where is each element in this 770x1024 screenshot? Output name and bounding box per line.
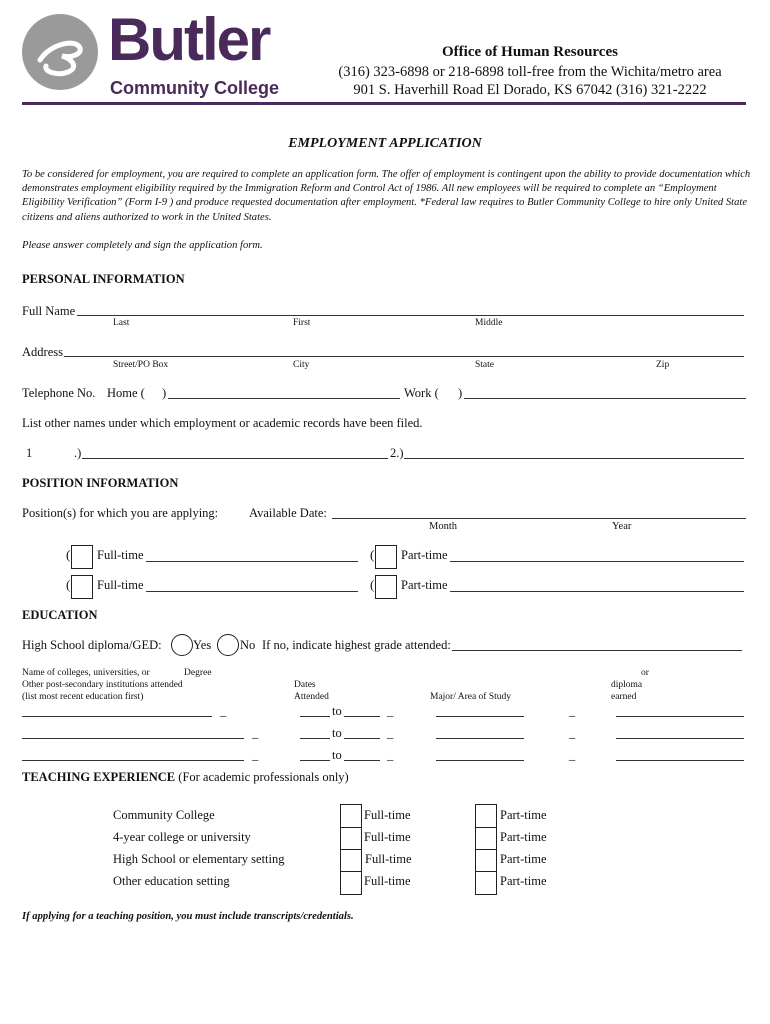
part-time-label-2: Part-time: [401, 578, 448, 592]
or-header: or: [641, 668, 649, 678]
logo-circle: [22, 14, 98, 90]
other-name-2-field[interactable]: [404, 458, 744, 459]
diploma-field[interactable]: [616, 716, 744, 717]
dates-header: Dates: [294, 680, 316, 690]
teaching-full-time-checkbox[interactable]: [340, 827, 362, 851]
personal-heading: PERSONAL INFORMATION: [22, 272, 185, 286]
full-name-field[interactable]: [77, 315, 744, 316]
full-time-label-1: Full-time: [97, 548, 144, 562]
teaching-part-time-checkbox[interactable]: [475, 849, 497, 873]
date-to-field[interactable]: [344, 738, 380, 739]
major-field[interactable]: [436, 760, 524, 761]
no-radio[interactable]: [217, 634, 239, 656]
highest-grade-field[interactable]: [452, 650, 742, 651]
logo-subtitle: Community College: [110, 78, 280, 98]
no-label: No: [240, 638, 256, 652]
other-names-label: List other names under which employment or academic records have been filed.: [22, 416, 423, 430]
attended-header: Attended: [294, 692, 329, 702]
city-label: City: [293, 360, 310, 370]
teaching-full-time-checkbox[interactable]: [340, 871, 362, 895]
home-close: ): [162, 386, 167, 400]
other-name-1-field[interactable]: [82, 458, 388, 459]
col-names-header-1: Name of colleges, universities, or: [22, 668, 150, 678]
first-label: First: [293, 318, 311, 328]
telephone-label: Telephone No.: [22, 386, 96, 400]
address-field[interactable]: [64, 356, 744, 357]
logo-name: Butler: [108, 6, 270, 73]
col-names-header-2: Other post-secondary institutions attended: [22, 680, 183, 690]
last-label: Last: [113, 318, 130, 328]
to-label: to: [332, 726, 342, 740]
middle-label: Middle: [475, 318, 503, 328]
other-name-2-label: 2.): [390, 446, 404, 460]
col-names-header-3: (list most recent education first): [22, 692, 144, 702]
paren: (: [66, 547, 71, 562]
month-label: Month: [429, 521, 458, 532]
teaching-full-time-label: Full-time: [364, 830, 411, 844]
major-header: Major/ Area of Study: [430, 692, 512, 702]
full-time-checkbox-2[interactable]: [71, 575, 93, 599]
logo-swoosh-icon: [22, 14, 98, 90]
to-label: to: [332, 704, 342, 718]
date-from-field[interactable]: [300, 760, 330, 761]
instruction-text: Please answer completely and sign the application form.: [22, 240, 263, 251]
footer-note: If applying for a teaching position, you must include transcripts/credentials.: [22, 911, 354, 922]
teaching-part-time-checkbox[interactable]: [475, 827, 497, 851]
teaching-part-time-label: Part-time: [500, 830, 547, 844]
diploma-header: diploma: [611, 680, 643, 690]
full-time-field-1[interactable]: [146, 561, 358, 562]
work-close: ): [458, 386, 463, 400]
paren: (: [370, 577, 375, 592]
teaching-heading: TEACHING EXPERIENCE: [22, 770, 176, 784]
teaching-heading-line: [22, 770, 349, 785]
full-time-label-2: Full-time: [97, 578, 144, 592]
dash: _: [252, 748, 259, 762]
dash: _: [387, 726, 394, 740]
date-to-field[interactable]: [344, 716, 380, 717]
date-to-field[interactable]: [344, 760, 380, 761]
home-label: Home (: [107, 386, 145, 400]
home-phone-field[interactable]: [168, 398, 400, 399]
teaching-setting-label: Other education setting: [113, 874, 230, 888]
teaching-note: (For academic professionals only): [175, 770, 349, 784]
work-phone-field[interactable]: [464, 398, 746, 399]
positions-label: Position(s) for which you are applying:: [22, 506, 219, 520]
institution-field[interactable]: [22, 738, 244, 739]
teaching-full-time-label: Full-time: [364, 874, 411, 888]
teaching-part-time-label: Part-time: [500, 874, 547, 888]
office-phone: (316) 323-6898 or 218-6898 toll-free from the Wichita/metro area: [338, 64, 722, 80]
available-date-field[interactable]: [332, 518, 746, 519]
dash: _: [569, 748, 576, 762]
teaching-setting-label: Community College: [113, 808, 215, 822]
paren: (: [370, 547, 375, 562]
header-rule: [22, 102, 746, 105]
institution-field[interactable]: [22, 716, 212, 717]
full-name-label: Full Name: [22, 304, 76, 318]
yes-label: Yes: [193, 638, 212, 652]
part-time-checkbox-2[interactable]: [375, 575, 397, 599]
part-time-field-2[interactable]: [450, 591, 744, 592]
diploma-field[interactable]: [616, 760, 744, 761]
teaching-part-time-checkbox[interactable]: [475, 804, 497, 828]
paren: (: [66, 577, 71, 592]
if-no-label: If no, indicate highest grade attended:: [262, 638, 451, 652]
teaching-full-time-label: Full-time: [365, 852, 412, 866]
address-label: Address: [22, 345, 63, 359]
dash: _: [569, 704, 576, 718]
dash: _: [569, 726, 576, 740]
part-time-field-1[interactable]: [450, 561, 744, 562]
other-name-1-label: 1: [26, 446, 33, 460]
position-heading: POSITION INFORMATION: [22, 476, 179, 490]
earned-header: earned: [611, 692, 637, 702]
state-label: State: [475, 360, 494, 370]
teaching-setting-label: High School or elementary setting: [113, 852, 285, 866]
teaching-setting-label: 4-year college or university: [113, 830, 251, 844]
to-label: to: [332, 748, 342, 762]
degree-header: Degree: [184, 668, 212, 678]
year-label: Year: [612, 521, 632, 532]
other-name-1-label-b: .): [74, 446, 82, 460]
teaching-part-time-checkbox[interactable]: [475, 871, 497, 895]
dash: _: [387, 704, 394, 718]
major-field[interactable]: [436, 738, 524, 739]
office-address: 901 S. Haverhill Road El Dorado, KS 67042 (316) 321-2222: [353, 82, 707, 98]
part-time-label-1: Part-time: [401, 548, 448, 562]
teaching-part-time-label: Part-time: [500, 852, 547, 866]
full-time-checkbox-1[interactable]: [71, 545, 93, 569]
form-title: EMPLOYMENT APPLICATION: [288, 136, 482, 151]
intro-paragraph: To be considered for employment, you are required to complete an application form. The offer of employment is contingent upon the ability to provide documentation which demonstrates employment eligibility required by the Immigration Reform and Control Act of 1986. All new employees will be required to complete an “Employment Eligibility Verification” (Form I-9 ) and produce requested documentation after employment. *Federal law requires to Butler Community College to hire only United State citizens and aliens authorized to work in the United States.: [22, 169, 751, 223]
institution-field[interactable]: [22, 760, 244, 761]
dash: _: [252, 726, 259, 740]
office-title: Office of Human Resources: [442, 44, 618, 60]
diploma-field[interactable]: [616, 738, 744, 739]
teaching-full-time-checkbox[interactable]: [340, 849, 362, 873]
college-logo: [22, 6, 302, 104]
part-time-checkbox-1[interactable]: [375, 545, 397, 569]
teaching-part-time-label: Part-time: [500, 808, 547, 822]
teaching-full-time-checkbox[interactable]: [340, 804, 362, 828]
date-from-field[interactable]: [300, 738, 330, 739]
date-from-field[interactable]: [300, 716, 330, 717]
work-label: Work (: [404, 386, 439, 400]
dash: _: [220, 704, 227, 718]
hs-diploma-label: High School diploma/GED:: [22, 638, 162, 652]
full-time-field-2[interactable]: [146, 591, 358, 592]
street-label: Street/PO Box: [113, 360, 169, 370]
zip-label: Zip: [656, 360, 670, 370]
yes-radio[interactable]: [171, 634, 193, 656]
major-field[interactable]: [436, 716, 524, 717]
available-date-label: Available Date:: [249, 506, 327, 520]
dash: _: [387, 748, 394, 762]
education-heading: EDUCATION: [22, 608, 98, 622]
teaching-full-time-label: Full-time: [364, 808, 411, 822]
